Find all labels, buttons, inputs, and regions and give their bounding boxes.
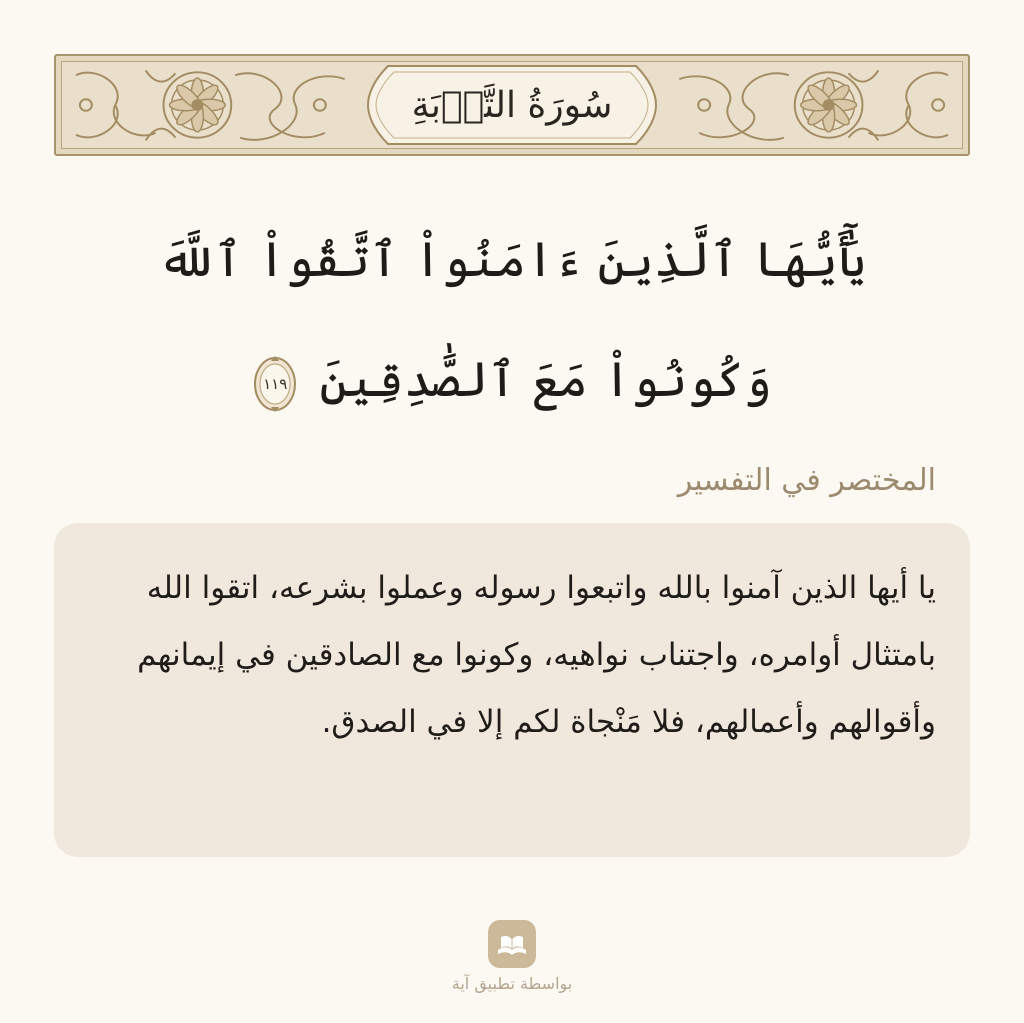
footer-attribution: بواسطة تطبيق آية [451,974,573,993]
quran-book-icon [488,920,536,968]
verse-block [100,200,924,440]
surah-header-banner [54,54,970,156]
verse-text: يَٰٓأَيُّهَا ٱلَّذِينَ ءَامَنُواْ ٱتَّقُواْ ٱللَّهَ وَكُونُواْ مَعَ ٱلصَّٰدِقِينَ [158,232,866,408]
ayah-number-marker [252,355,298,413]
tafsir-text: يا أيها الذين آمنوا بالله واتبعوا رسوله وعملوا بشرعه، اتقوا الله بامتثال أوامره، واجتناب نواهيه، وكونوا مع الصادقين في إيمانهم وأقوالهم وأعمالهم، فلا مَنْجاة لكم إلا في الصدق. [137,570,936,740]
surah-title: سُورَةُ التَّوۡبَةِ [411,84,613,126]
ayah-number: ١١٩ [263,374,288,393]
tafsir-title: المختصر في التفسير [677,463,936,498]
